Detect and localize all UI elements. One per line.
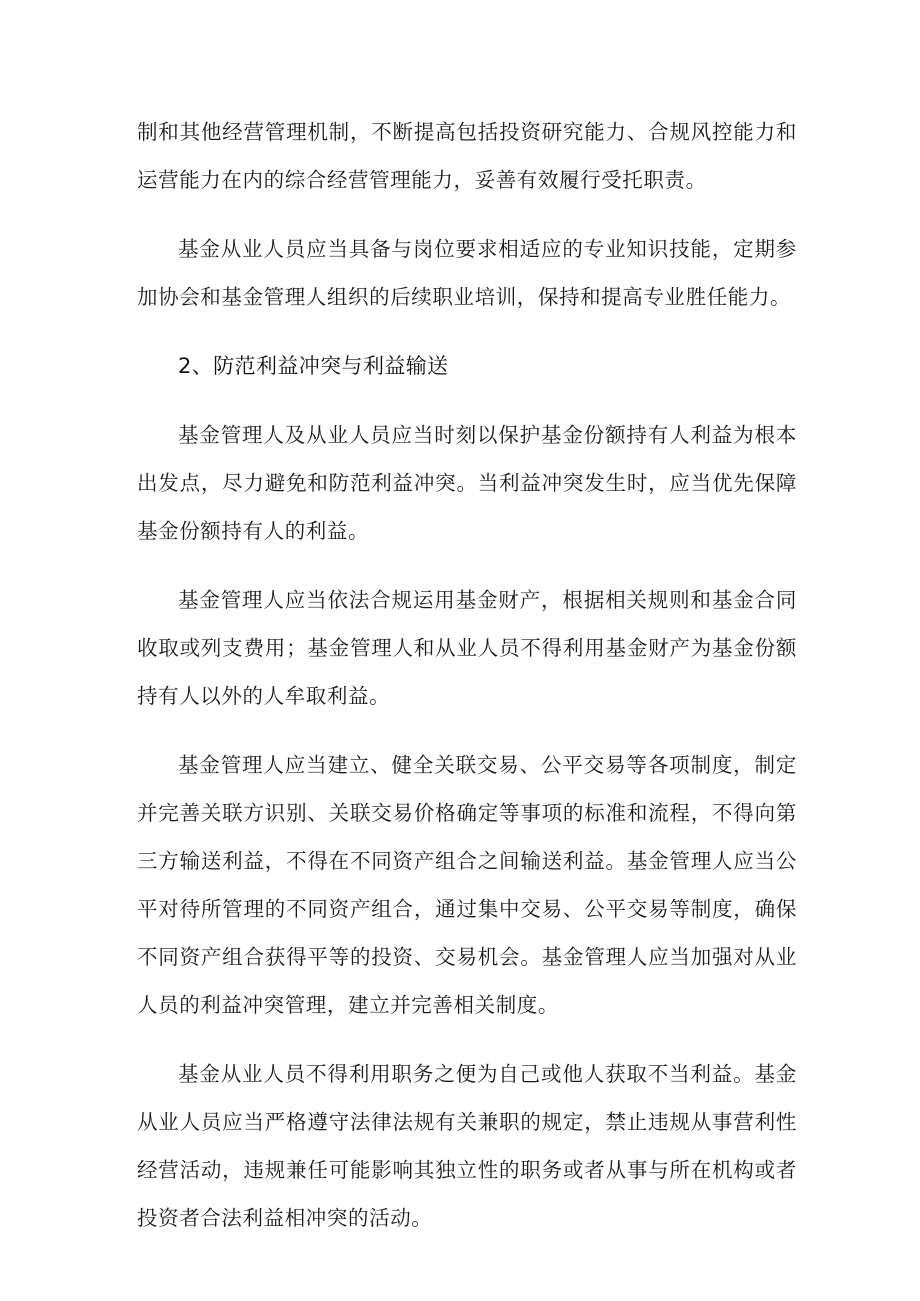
paragraph-continued-from-previous-page: 制和其他经营管理机制，不断提高包括投资研究能力、合规风控能力和运营能力在内的综合经营管理能力，妥善有效履行受托职责。 xyxy=(137,120,797,192)
paragraph-staff-improper-benefits: 基金从业人员不得利用职务之便为自己或他人获取不当利益。基金从业人员应当严格遵守法律法规有关兼职的规定，禁止违规从事营利性经营活动，违规兼任可能影响其独立性的职务或者从事与所在机构或者投资者合法利益相冲突的活动。 xyxy=(137,1062,797,1230)
paragraph-staff-professional-competence: 基金从业人员应当具备与岗位要求相适应的专业知识技能，定期参加协会和基金管理人组织的后续职业培训，保持和提高专业胜任能力。 xyxy=(137,237,797,309)
document-body xyxy=(137,108,797,1263)
paragraph-protect-holder-interests: 基金管理人及从业人员应当时刻以保护基金份额持有人利益为根本出发点，尽力避免和防范利益冲突。当利益冲突发生时，应当优先保障基金份额持有人的利益。 xyxy=(137,423,797,543)
paragraph-lawful-use-of-fund-assets: 基金管理人应当依法合规运用基金财产，根据相关规则和基金合同收取或列支费用；基金管理人和从业人员不得利用基金财产为基金份额持有人以外的人牟取利益。 xyxy=(137,588,797,708)
section-heading: 2、防范利益冲突与利益输送 xyxy=(178,354,449,378)
paragraph-related-party-transactions: 基金管理人应当建立、健全关联交易、公平交易等各项制度，制定并完善关联方识别、关联交易价格确定等事项的标准和流程，不得向第三方输送利益，不得在不同资产组合之间输送利益。基金管理人应当公平对待所管理的不同资产组合，通过集中交易、公平交易等制度，确保不同资产组合获得平等的投资、交易机会。基金管理人应当加强对从业人员的利益冲突管理，建立并完善相关制度。 xyxy=(137,753,797,1017)
